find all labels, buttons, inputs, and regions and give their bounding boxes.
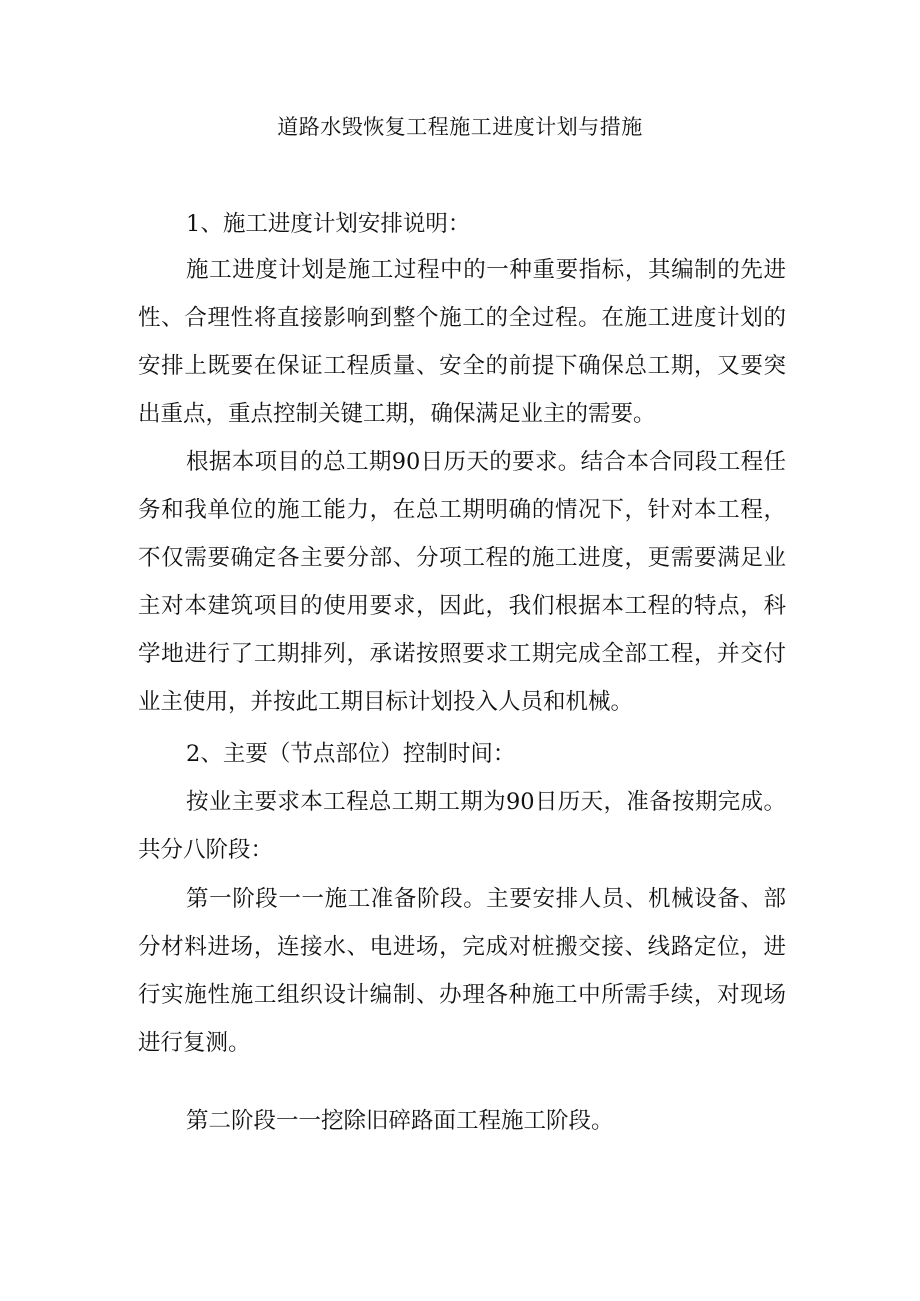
paragraph-stage-one: 第一阶段一一施工准备阶段。主要安排人员、机械设备、部分材料进场，连接水、电进场，完成对桩搬交接、线路定位，进行实施性施工组织设计编制、办理各种施工中所需手续，对现场进行复测。	[138, 886, 786, 1056]
section-heading-1: 1、施工进度计划安排说明：	[186, 211, 471, 237]
paragraph-stage-two: 第二阶段一一挖除旧碎路面工程施工阶段。	[186, 1108, 614, 1134]
section-heading-2: 2、主要（节点部位）控制时间：	[186, 741, 516, 767]
document-title: 道路水毁恢复工程施工进度计划与措施	[277, 115, 643, 139]
paragraph-total-duration: 根据本项目的总工期90日历天的要求。结合本合同段工程任务和我单位的施工能力，在总工期明确的情况下，针对本工程，不仅需要确定各主要分部、分项工程的施工进度，更需要满足业主对本建筑项目的使用要求，因此，我们根据本工程的特点，科学地进行了工期排列，承诺按照要求工期完成全部工程，并交付业主使用，并按此工期目标计划投入人员和机械。	[138, 449, 786, 715]
paragraph-stages-overview: 按业主要求本工程总工期工期为90日历天，准备按期完成。共分八阶段：	[138, 789, 786, 863]
paragraph-schedule-importance: 施工进度计划是施工过程中的一种重要指标，其编制的先进性、合理性将直接影响到整个施工的全过程。在施工进度计划的安排上既要在保证工程质量、安全的前提下确保总工期，又要突出重点，重点控制关键工期，确保满足业主的需要。	[138, 257, 786, 427]
